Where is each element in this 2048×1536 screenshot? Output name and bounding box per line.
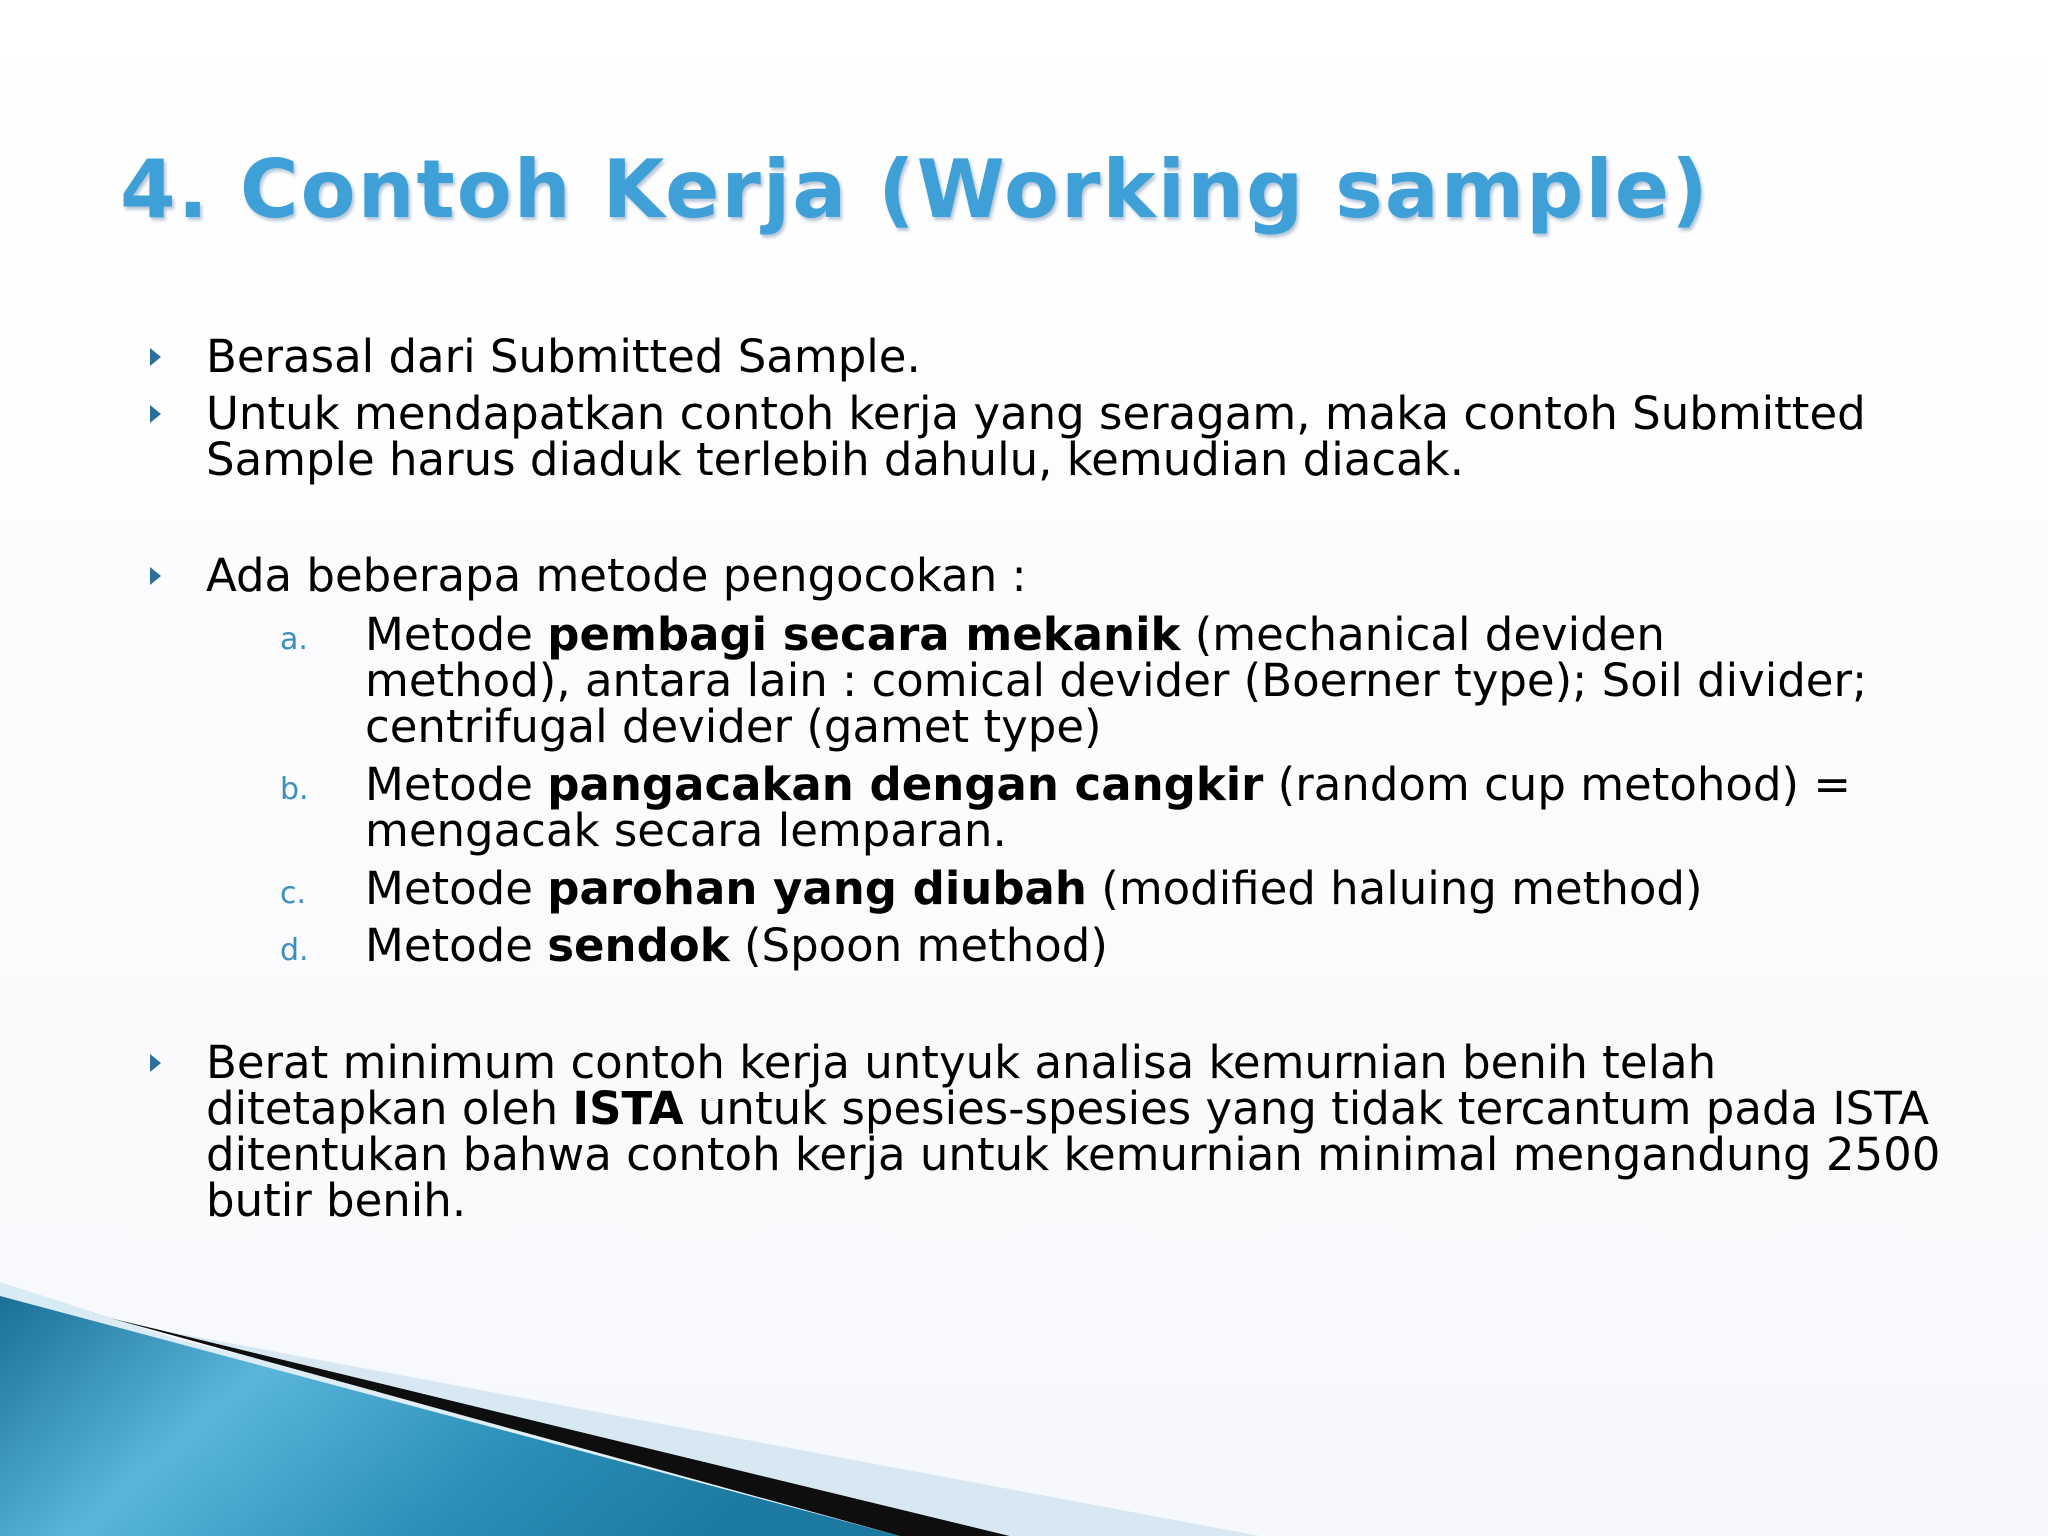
method-item [280,758,1880,857]
bullet-text: Untuk mendapatkan contoh kerja yang seragam, maka contoh Submitted Sample harus diaduk terlebih dahulu, kemudian diacak. [206,387,1866,486]
method-letter: b. [280,772,309,807]
bullet-text: Ada beberapa metode pengocokan : [206,549,1027,602]
method-letter: d. [280,933,309,968]
method-text: Metode pangacakan dengan cangkir (random cup metohod) = mengacak secara lemparan. [365,758,1852,857]
bullet-item [150,330,1950,383]
bullet-text: Berat minimum contoh kerja untyuk analisa kemurnian benih telah ditetapkan oleh ISTA untuk spesies-spesies yang tidak tercantum pada ISTA ditentukan bahwa contoh kerja untuk kemurnian minimal mengandung 2500 butir benih. [206,1036,1941,1227]
method-text: Metode sendok (Spoon method) [365,919,1108,972]
triangle-bullet-icon [150,567,161,585]
bullet-item [150,549,1950,602]
bullet-text: Berasal dari Submitted Sample. [206,330,921,383]
slide-title: 4. Contoh Kerja (Working sample) [120,143,1710,236]
method-item [280,919,1880,972]
method-item [280,608,1880,753]
triangle-bullet-icon [150,405,161,423]
bullet-item [150,387,1950,486]
method-item [280,862,1880,915]
triangle-bullet-icon [150,348,161,366]
method-letter: a. [280,622,308,657]
method-text: Metode parohan yang diubah (modified haluing method) [365,862,1703,915]
method-text: Metode pembagi secara mekanik (mechanical deviden method), antara lain : comical devider (Boerner type); Soil divider; centrifugal devider (gamet type) [365,608,1868,753]
method-letter: c. [280,876,307,911]
triangle-bullet-icon [150,1054,161,1072]
bullet-item [150,1036,1950,1227]
